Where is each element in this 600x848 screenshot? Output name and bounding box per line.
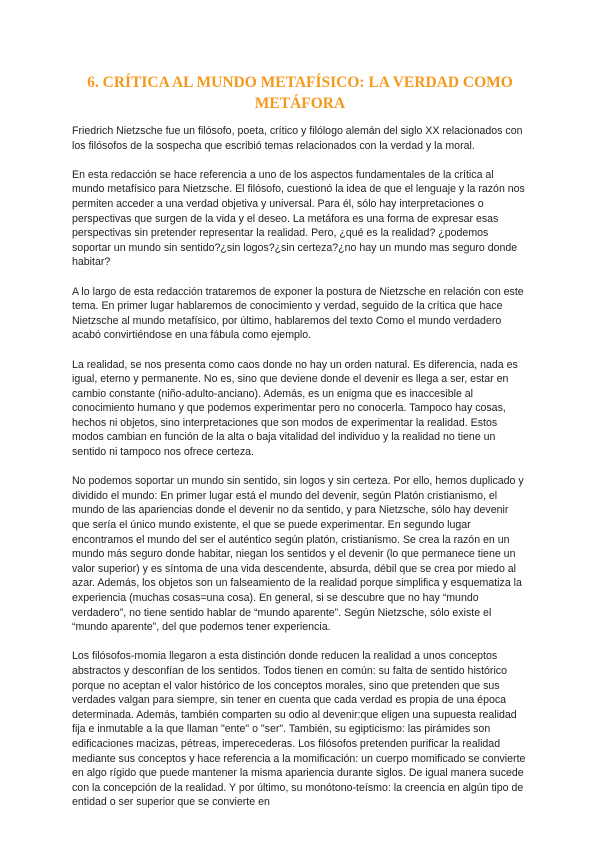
document-body [72,124,528,825]
document-title: 6. CRÍTICA AL MUNDO METAFÍSICO: LA VERDAD COMO METÁFORA [87,74,513,112]
paragraph-outline: A lo largo de esta redacción trataremos de exponer la postura de Nietzsche en relación con este tema. En primer lugar hablaremos de conocimiento y verdad, seguido de la crítica que hace Nietzsche al mundo metafísico, por último, hablaremos del texto Como el mundo verdadero acabó convirtiéndose en una fábula como ejemplo. [72,285,524,342]
paragraph-context: En esta redacción se hace referencia a uno de los aspectos fundamentales de la crítica al mundo metafísico para Nietzsche. El filósofo, cuestionó la idea de que el lenguaje y la razón nos permiten acceder a una verdad objetiva y universal. Para él, sólo hay interpretaciones o perspectivas que surgen de la vida y el deseo. La metáfora es una forma de expresar esas perspectivas sin pretender representar la realidad. Pero, ¿qué es la realidad? ¿podemos soportar un mundo sin sentido?¿sin logos?¿sin certeza?¿no hay un mundo mas seguro donde habitar? [72,168,525,269]
paragraph-reality: La realidad, se nos presenta como caos donde no hay un orden natural. Es diferencia, nada es igual, eterno y permanente. No es, sino que deviene donde el devenir es llega a ser, estar en cambio constante (niño-adulto-anciano). Además, es un enigma que es inaccesible al conocimiento humano y que podemos experimentar pero no conocerla. Tampoco hay cosas, hechos ni objetos, sino interpretaciones que son modos de experimentar la realidad. Estos modos cambian en función de la alta o baja vitalidad del individuo y la realidad no tiene un sentido ni tampoco nos ofrece certeza. [72,358,518,459]
paragraph-intro: Friedrich Nietzsche fue un filósofo, poeta, crítico y filólogo alemán del siglo XX relacionados con los filósofos de la sospecha que escribió temas relacionados con la verdad y la moral. [72,125,523,152]
paragraph-two-worlds: No podemos soportar un mundo sin sentido, sin logos y sin certeza. Por ello, hemos duplicado y dividido el mundo: En primer lugar está el mundo del devenir, según Platón cristianismo, el mundo de las apariencias donde el devenir no da sentido, y para Nietzsche, sólo hay devenir que sería el único mundo existente, el que se puede experimentar. En segundo lugar encontramos el mundo del ser el auténtico según platón, cristianismo. Se crea la razón en un mundo más seguro donde habitar, niegan los sentidos y el devenir (lo que permanece tiene un valor superior) y es síntoma de una vida descendente, absurda, débil que se crea por miedo al azar. Además, los objetos son un falseamiento de la realidad porque simplifica y esquematiza la experiencia (muchas cosas=una cosa). En general, si se descubre que no hay “mundo verdadero”, no tiene sentido hablar de “mundo aparente”. Según Nietzsche, sólo existe el “mundo aparente”, del que podemos tener experiencia. [72,475,524,634]
paragraph-mummy-philosophers: Los filósofos-momia llegaron a esta distinción donde reducen la realidad a unos conceptos abstractos y desconfían de los sentidos. Todos tienen en común: su falta de sentido histórico porque no aceptan el valor histórico de los conceptos morales, sino que pretenden que sus verdades valgan para siempre, sin tener en cuenta que cada verdad es propia de una época determinada. Además, también comparten su odio al devenir:que eligen una supuesta realidad fija e inmutable a la que llaman "ente" o "ser". También, su egipticismo: las pirámides son edificaciones macizas, pétreas, imperecederas. Los filósofos pretenden purificar la realidad mediante sus conceptos y hace referencia a la momificación: un cuerpo momificado se convierte en algo rígido que puede mantener la misma apariencia durante siglos. De igual manera sucede con la concepción de la realidad. Y por último, su monótono-teísmo: la creencia en algún tipo de entidad o ser superior que se convierte en [72,650,526,809]
